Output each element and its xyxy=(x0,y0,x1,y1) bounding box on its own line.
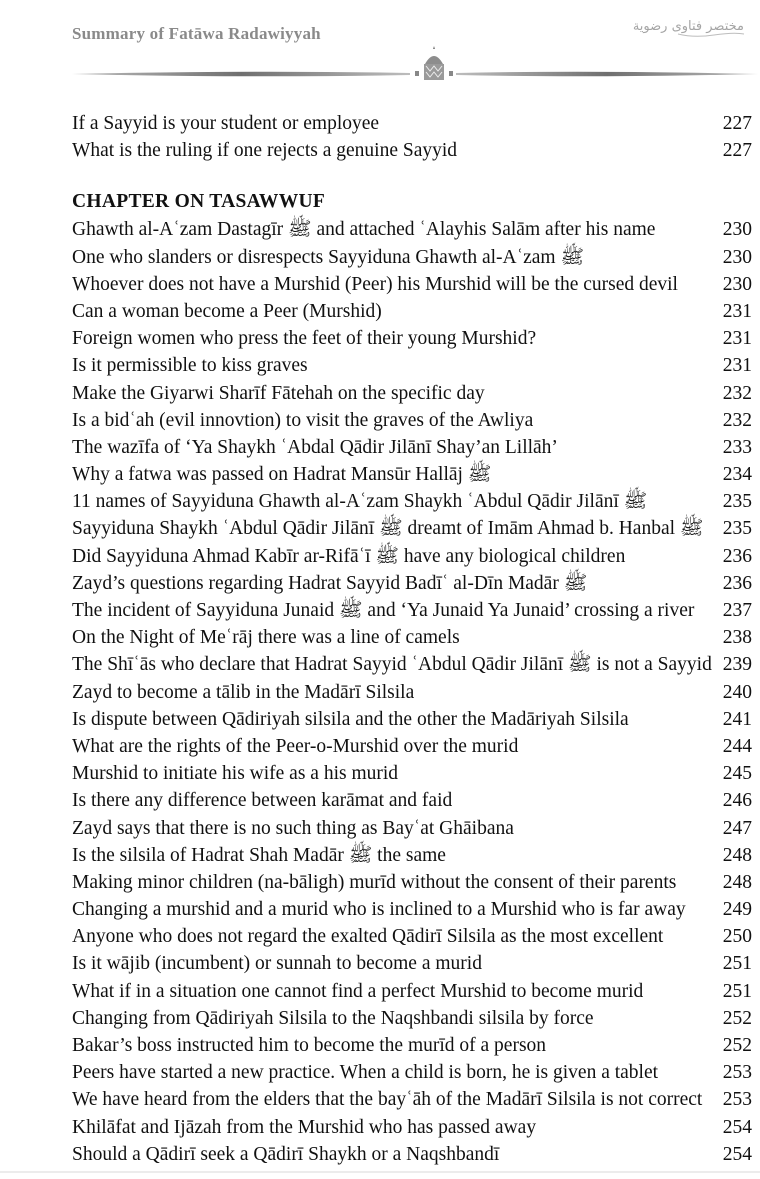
toc-entry-title: Is it permissible to kiss graves xyxy=(72,355,308,377)
toc-entry-title: Murshid to initiate his wife as a his murid xyxy=(72,763,399,785)
toc-entry[interactable] xyxy=(72,815,752,842)
toc-entry-title: Bakar’s boss instructed him to become the murīd of a person xyxy=(72,1035,547,1056)
toc-entry-page: 231 xyxy=(722,300,752,322)
running-head: Summary of Fatāwa Radawiyyah xyxy=(72,24,321,43)
toc-entry-page: 246 xyxy=(722,790,752,812)
toc-entry-title: Make the Giyarwi Sharīf Fātehah on the specific day xyxy=(72,382,485,404)
toc-entry-page: 240 xyxy=(722,681,752,703)
toc-entry[interactable] xyxy=(72,679,752,706)
toc-entry-page: 235 xyxy=(722,518,752,540)
toc-entry[interactable] xyxy=(72,1114,752,1141)
toc-entry-page: 252 xyxy=(722,1007,752,1029)
toc-entry-title: Peers have started a new practice. When a child is born, he is given a tablet xyxy=(72,1062,659,1084)
toc-entry-page: 236 xyxy=(722,572,752,594)
toc-entry-title: Is it wājib (incumbent) or sunnah to become a murid xyxy=(72,953,482,975)
toc-entry-page: 247 xyxy=(722,817,752,839)
toc-entry-title: 11 names of Sayyiduna Ghawth al-Aʿzam Shaykh ʿAbdul Qādir Jilānī ﷺ xyxy=(72,491,648,513)
toc-entry-page: 231 xyxy=(722,355,752,377)
toc-entry-page: 239 xyxy=(722,654,752,676)
toc-entry[interactable] xyxy=(72,624,752,651)
toc-entry-title: Is a bidʿah (evil innovtion) to visit the graves of the Awliya xyxy=(72,409,534,431)
toc-entry-page: 227 xyxy=(722,113,752,134)
toc-entry-title: What if in a situation one cannot find a perfect Murshid to become murid xyxy=(72,980,644,1002)
toc-entry-page: 253 xyxy=(722,1062,752,1084)
toc-entry-title: Foreign women who press the feet of their young Murshid? xyxy=(72,328,537,350)
toc-entry-title: Changing from Qādiriyah Silsila to the Naqshbandi silsila by force xyxy=(72,1007,594,1029)
toc-entry-title: We have heard from the elders that the bayʿāh of the Madārī Silsila is not correct xyxy=(72,1089,703,1111)
toc-entry[interactable] xyxy=(72,407,752,434)
toc-entry-page: 233 xyxy=(722,436,752,458)
toc-entry-page: 251 xyxy=(722,980,752,1002)
toc-entry[interactable] xyxy=(72,325,752,352)
toc-entry[interactable] xyxy=(72,896,752,923)
toc-entry[interactable] xyxy=(72,434,752,461)
toc-entry-page: 232 xyxy=(722,382,752,404)
toc-entry-page: 232 xyxy=(722,409,752,431)
toc-entry-title: What are the rights of the Peer-o-Murshid over the murid xyxy=(72,735,519,757)
dome-ornament-icon xyxy=(424,46,444,80)
toc-entry-page: 230 xyxy=(722,246,752,268)
toc-entry-title: One who slanders or disrespects Sayyiduna Ghawth al-Aʿzam ﷺ xyxy=(72,246,585,268)
toc-entry[interactable] xyxy=(72,515,752,542)
toc-entry[interactable] xyxy=(72,1059,752,1086)
toc-entry-title: Changing a murshid and a murid who is inclined to a Murshid who is far away xyxy=(72,899,686,921)
toc-entry-title: Zayd’s questions regarding Hadrat Sayyid Badīʿ al-Dīn Madār ﷺ xyxy=(72,572,588,594)
toc-entry-page: 253 xyxy=(722,1089,752,1111)
toc-entry-title: Is the silsila of Hadrat Shah Madār ﷺ the same xyxy=(72,844,446,866)
toc-entry[interactable] xyxy=(72,760,752,787)
toc-entry-title: Anyone who does not regard the exalted Qādirī Silsila as the most excellent xyxy=(72,926,664,948)
book-logo-calligraphy xyxy=(632,10,746,40)
toc-entry[interactable] xyxy=(72,110,752,137)
ornamental-header-rule xyxy=(70,44,760,86)
toc-entry-page: 238 xyxy=(722,627,752,649)
toc-entry-page: 251 xyxy=(722,953,752,975)
toc-entry-page: 249 xyxy=(722,899,752,921)
toc-entry-title: Can a woman become a Peer (Murshid) xyxy=(72,300,382,322)
toc-entry-page: 244 xyxy=(722,735,752,757)
toc-entry-page: 254 xyxy=(722,1116,752,1138)
toc-entry[interactable] xyxy=(72,488,752,515)
toc-entry-title: The Shīʿās who declare that Hadrat Sayyid ʿAbdul Qādir Jilānī ﷺ is not a Sayyid xyxy=(72,654,712,676)
toc-entry-title: Did Sayyiduna Ahmad Kabīr ar-Rifāʿī ﷺ have any biological children xyxy=(72,545,626,567)
page-bottom-edge xyxy=(0,1171,760,1173)
toc-entry-page: 235 xyxy=(722,491,752,513)
toc-entry[interactable] xyxy=(72,1086,752,1113)
toc-entry-title: Making minor children (na-bāligh) murīd without the consent of their parents xyxy=(72,871,677,893)
toc-entry-page: 234 xyxy=(722,464,752,486)
chapter-heading: CHAPTER ON TASAWWUF xyxy=(72,191,326,213)
toc-entry-title: The wazīfa of ‘Ya Shaykh ʿAbdal Qādir Jilānī Shay’an Lillāh’ xyxy=(72,436,558,458)
svg-text:مختصر فتاوى رضوية: مختصر فتاوى رضوية xyxy=(632,19,744,34)
toc-entry[interactable] xyxy=(72,137,752,164)
toc-entry[interactable] xyxy=(72,787,752,814)
toc-entry[interactable] xyxy=(72,1005,752,1032)
toc-entry[interactable] xyxy=(72,597,752,624)
toc-entry-title: Is dispute between Qādiriyah silsila and the other the Madāriyah Silsila xyxy=(72,708,629,730)
toc-entry-page: 245 xyxy=(722,763,752,785)
toc-entry-page: 231 xyxy=(722,328,752,350)
toc-entry-page: 250 xyxy=(722,926,752,948)
toc-entry-page: 248 xyxy=(722,871,752,893)
toc-entry-title: Is there any difference between karāmat and faid xyxy=(72,790,453,812)
chapter-entry-list xyxy=(72,216,752,1168)
toc-entry-page: 230 xyxy=(722,219,752,241)
toc-entry[interactable] xyxy=(72,298,752,325)
toc-entry[interactable] xyxy=(72,380,752,407)
toc-entry[interactable] xyxy=(72,244,752,271)
toc-entry[interactable] xyxy=(72,216,752,243)
toc-entry-title: Sayyiduna Shaykh ʿAbdul Qādir Jilānī ﷺ dreamt of Imām Ahmad b. Hanbal ﷺ xyxy=(72,518,704,540)
toc-entry-title: Whoever does not have a Murshid (Peer) his Murshid will be the cursed devil xyxy=(72,273,678,295)
toc-entry-title: Should a Qādirī seek a Qādirī Shaykh or a Naqshbandī xyxy=(72,1143,500,1165)
toc-entry-title: Zayd to become a tālib in the Madārī Silsila xyxy=(72,681,415,703)
toc-entry[interactable] xyxy=(72,461,752,488)
toc-entry[interactable] xyxy=(72,733,752,760)
toc-entry[interactable] xyxy=(72,570,752,597)
toc-entry[interactable] xyxy=(72,543,752,570)
toc-entry-page: 252 xyxy=(722,1035,752,1056)
toc-entry[interactable] xyxy=(72,706,752,733)
toc-entry-title: Zayd says that there is no such thing as Bayʿat Ghāibana xyxy=(72,817,514,839)
toc-entry-page: 227 xyxy=(722,140,752,162)
toc-entry-page: 236 xyxy=(722,545,752,567)
toc-entry-title: Khilāfat and Ijāzah from the Murshid who has passed away xyxy=(72,1116,537,1138)
toc-entry-page: 237 xyxy=(722,600,752,621)
toc-entry[interactable] xyxy=(72,950,752,977)
toc-entry[interactable] xyxy=(72,978,752,1005)
toc-entry[interactable] xyxy=(72,352,752,379)
toc-entry[interactable] xyxy=(72,923,752,950)
toc-entry[interactable] xyxy=(72,651,752,678)
toc-entry-page: 230 xyxy=(722,273,752,295)
toc-entry-title: Why a fatwa was passed on Hadrat Mansūr Hallāj ﷺ xyxy=(72,464,492,486)
toc-entry-page: 241 xyxy=(722,708,752,730)
toc-entry-page: 254 xyxy=(722,1143,752,1165)
toc-entry[interactable] xyxy=(72,271,752,298)
toc-entry[interactable] xyxy=(72,869,752,896)
table-of-contents xyxy=(72,110,752,1168)
toc-entry-title: What is the ruling if one rejects a genuine Sayyid xyxy=(72,140,458,162)
toc-entry-title: On the Night of Meʿrāj there was a line of camels xyxy=(72,627,460,649)
toc-entry-title: If a Sayyid is your student or employee xyxy=(72,113,380,134)
toc-entry-page: 248 xyxy=(722,844,752,866)
section-gap xyxy=(72,164,752,188)
toc-entry[interactable] xyxy=(72,842,752,869)
toc-entry-title: Ghawth al-Aʿzam Dastagīr ﷺ and attached ʿAlayhis Salām after his name xyxy=(72,219,656,241)
toc-entry[interactable] xyxy=(72,1141,752,1168)
toc-entry-title: The incident of Sayyiduna Junaid ﷺ and ‘Ya Junaid Ya Junaid’ crossing a river xyxy=(72,600,695,621)
toc-entry[interactable] xyxy=(72,1032,752,1059)
